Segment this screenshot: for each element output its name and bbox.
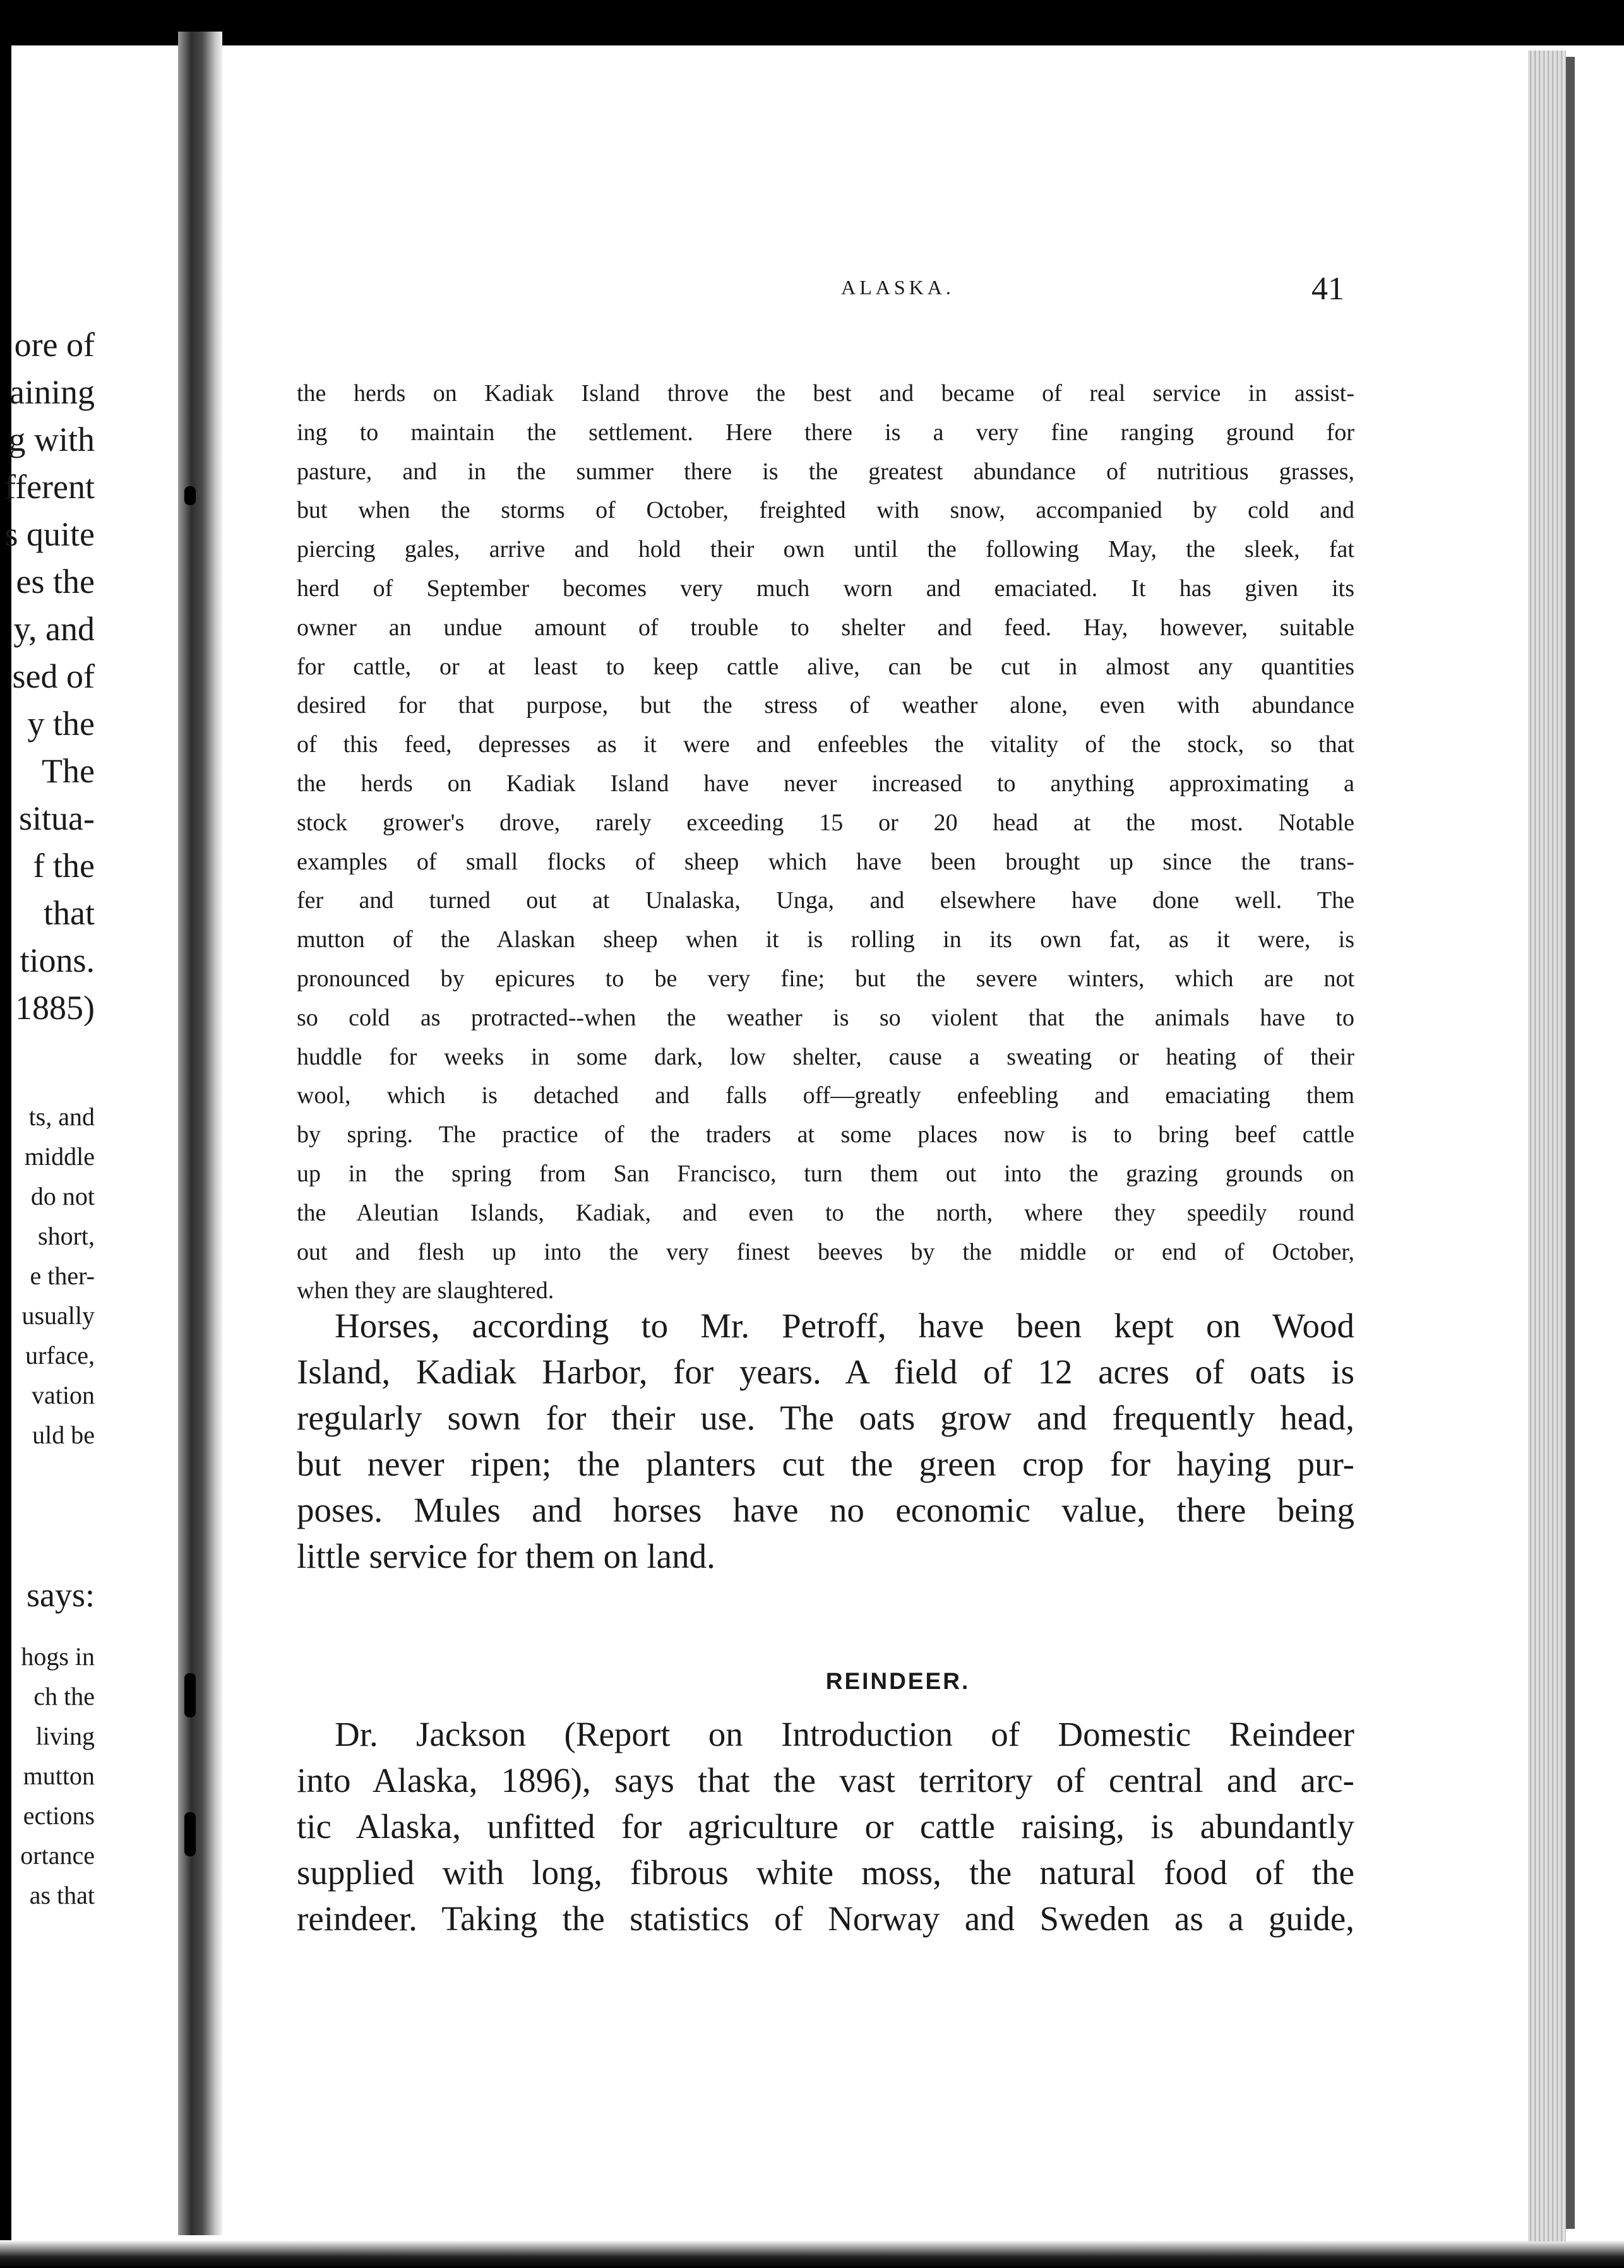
prev-line: hogs in <box>21 1642 95 1671</box>
prev-line: do not <box>30 1182 95 1210</box>
text-line: regularly sown for their use. The oats grow and frequently head, <box>297 1399 1354 1437</box>
prev-line: aining <box>9 373 95 411</box>
gutter-mark <box>184 1673 196 1717</box>
prev-line: situa- <box>19 799 95 837</box>
scan-bottom-border <box>0 2240 1624 2268</box>
prev-line: e ther- <box>30 1262 95 1290</box>
prev-line: middle <box>24 1142 95 1171</box>
prev-line: s quite <box>4 515 95 553</box>
text-line: the herds on Kadiak Island throve the best and became of real service in assist- <box>297 380 1354 407</box>
text-line: Island, Kadiak Harbor, for years. A field of 12 acres of oats is <box>297 1352 1354 1391</box>
text-line: Dr. Jackson (Report on Introduction of Domestic Reindeer <box>335 1715 1354 1753</box>
prev-line: 1885) <box>15 989 95 1027</box>
text-line: pasture, and in the summer there is the greatest abundance of nutritious grasses, <box>297 458 1354 485</box>
text-line: the herds on Kadiak Island have never increased to anything approximating a <box>297 770 1354 797</box>
prev-line: usually <box>21 1301 95 1330</box>
prev-line: urface, <box>25 1341 95 1370</box>
prev-line: fferent <box>4 468 95 506</box>
text-line: but never ripen; the planters cut the green crop for haying pur- <box>297 1445 1354 1483</box>
text-line: Horses, according to Mr. Petroff, have been kept on Wood <box>335 1306 1354 1345</box>
prev-line: sed of <box>12 657 95 695</box>
text-line: out and flesh up into the very finest beeves by the middle or end of October, <box>297 1238 1354 1265</box>
text-line: by spring. The practice of the traders at some places now is to bring beef cattle <box>297 1121 1354 1149</box>
section-heading: REINDEER. <box>825 1668 970 1694</box>
text-line: poses. Mules and horses have no economic value, there being <box>297 1491 1354 1529</box>
gutter-mark <box>184 1812 196 1856</box>
prev-line: g with <box>8 421 95 458</box>
text-line: the Aleutian Islands, Kadiak, and even to the north, where they speedily round <box>297 1199 1354 1226</box>
text-line: fer and turned out at Unalaska, Unga, and elsewhere have done well. The <box>297 887 1354 914</box>
prev-line: uld be <box>32 1421 95 1449</box>
text-line: tic Alaska, unfitted for agriculture or cattle raising, is abundantly <box>297 1807 1354 1846</box>
text-line: herd of September becomes very much worn and emaciated. It has given its <box>297 575 1354 602</box>
prev-line: ections <box>23 1801 95 1830</box>
text-line: piercing gales, arrive and hold their own until the following May, the sleek, fat <box>297 536 1354 563</box>
text-line: desired for that purpose, but the stress of weather alone, even with abundance <box>297 692 1354 719</box>
page-number: 41 <box>1311 271 1344 307</box>
prev-line: tions. <box>20 941 95 979</box>
prev-line: ortance <box>20 1841 95 1870</box>
text-line: huddle for weeks in some dark, low shelter, cause a sweating or heating of their <box>297 1043 1354 1070</box>
prev-line: as that <box>29 1881 95 1909</box>
text-line: wool, which is detached and falls off—greatly enfeebling and emaciating them <box>297 1082 1354 1109</box>
text-line: up in the spring from San Francisco, turn them out into the grazing grounds on <box>297 1160 1354 1187</box>
text-line: owner an undue amount of trouble to shelter and feed. Hay, however, suitable <box>297 614 1354 641</box>
scan-top-border <box>0 0 1624 45</box>
text-line: so cold as protracted--when the weather is so violent that the animals have to <box>297 1004 1354 1031</box>
page-stack-shadow <box>1566 57 1575 2229</box>
prev-line: says: <box>27 1576 95 1614</box>
text-line: pronounced by epicures to be very fine; but the severe winters, which are not <box>297 965 1354 992</box>
text-line: little service for them on land. <box>297 1537 715 1575</box>
text-line: reindeer. Taking the statistics of Norway and Sweden as a guide, <box>297 1899 1354 1938</box>
prev-line: ts, and <box>28 1102 95 1131</box>
text-line: but when the storms of October, freighted with snow, accompanied by cold and <box>297 497 1354 524</box>
page-stack-edge <box>1528 51 1566 2241</box>
prev-line: mutton <box>23 1762 95 1790</box>
horses-paragraph <box>297 1303 1354 1579</box>
cattle-paragraph <box>297 374 1354 1311</box>
prev-line: y the <box>27 705 95 743</box>
reindeer-paragraph <box>297 1711 1354 1942</box>
text-line: examples of small flocks of sheep which have been brought up since the trans- <box>297 848 1354 875</box>
text-line: for cattle, or at least to keep cattle alive, can be cut in almost any quantities <box>297 653 1354 680</box>
prev-line: vation <box>32 1381 95 1409</box>
text-line: supplied with long, fibrous white moss, the natural food of the <box>297 1853 1354 1892</box>
gutter-mark <box>184 486 196 505</box>
text-line: when they are slaughtered. <box>297 1277 554 1304</box>
prev-line: short, <box>38 1222 95 1250</box>
running-head: ALASKA. <box>841 276 955 299</box>
text-line: into Alaska, 1896), says that the vast territory of central and arc- <box>297 1761 1354 1799</box>
prev-line: f the <box>33 847 95 885</box>
text-line: mutton of the Alaskan sheep when it is rolling in its own fat, as it were, is <box>297 926 1354 953</box>
prev-line: that <box>44 894 95 932</box>
prev-line: y, and <box>13 610 95 648</box>
prev-line: living <box>35 1722 95 1750</box>
book-page <box>222 45 1528 2240</box>
prev-line: The <box>42 752 95 790</box>
book-spine-gutter <box>178 32 222 2235</box>
prev-line: ch the <box>33 1682 95 1710</box>
prev-line: es the <box>16 563 95 600</box>
text-line: stock grower's drove, rarely exceeding 15 or 20 head at the most. Notable <box>297 809 1354 836</box>
text-line: of this feed, depresses as it were and enfeebles the vitality of the stock, so that <box>297 731 1354 758</box>
previous-page-fragment <box>0 0 178 2268</box>
text-line: ing to maintain the settlement. Here there is a very fine ranging ground for <box>297 419 1354 446</box>
prev-line: ore of <box>14 326 95 364</box>
